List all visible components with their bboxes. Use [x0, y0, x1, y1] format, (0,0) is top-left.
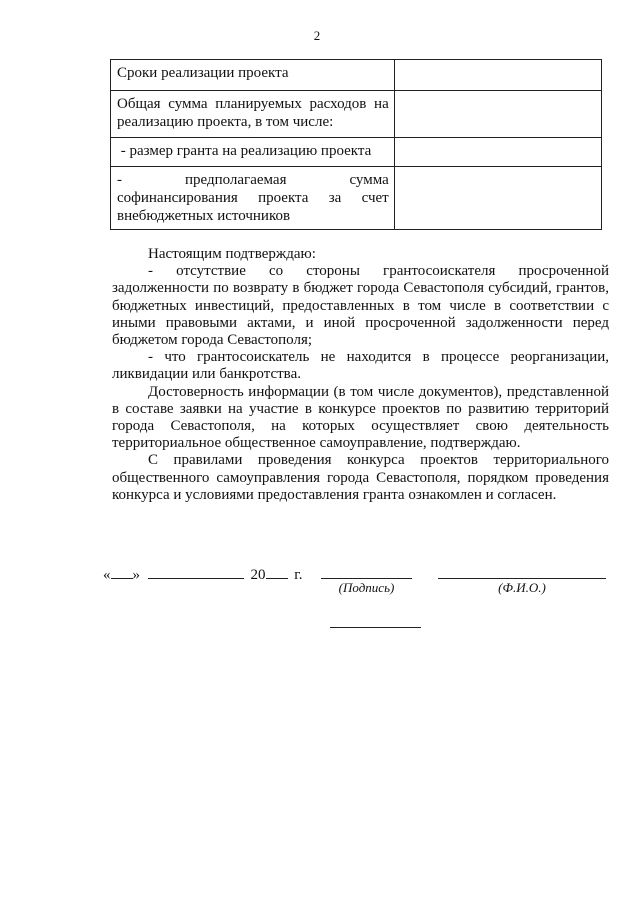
table-cell-label: [111, 167, 395, 230]
closing-separator-line: [330, 627, 421, 628]
open-quote: «: [103, 567, 111, 583]
label-line: - предполагаемая сумма: [117, 172, 389, 188]
table-cell-value[interactable]: [394, 91, 601, 138]
year-suffix: г.: [294, 567, 303, 583]
table-row: [111, 167, 602, 230]
date-field: [103, 564, 302, 584]
table-row: [111, 138, 602, 167]
table-cell-label: Общая сумма планируемых расходов на реализацию проекта, в том числе:: [111, 91, 395, 138]
year-blank[interactable]: [266, 564, 288, 579]
table-cell-label: Сроки реализации проекта: [111, 60, 395, 91]
month-blank[interactable]: [148, 564, 244, 579]
table-row: [111, 60, 602, 91]
table-cell-value[interactable]: [394, 60, 601, 91]
label-line: внебюджетных источников: [117, 208, 291, 224]
statement-accuracy: Достоверность информации (в том числе документов), представленной в составе заявки на участие в конкурсе проектов по развитию территорий города Севастополя, на которых осуществляет свою деятельность территориальное общественное самоуправление, подтверждаю.: [112, 383, 609, 452]
signature-line[interactable]: [321, 578, 412, 579]
full-name-caption: (Ф.И.О.): [498, 580, 546, 595]
statement-rules: С правилами проведения конкурса проектов территориального общественного самоуправления города Севастополя, порядком проведения конкурса и условиями предоставления гранта ознакомлен и согласен.: [112, 452, 609, 503]
table-cell-value[interactable]: [394, 167, 601, 230]
table-row: [111, 91, 602, 138]
project-info-table: [110, 59, 602, 230]
signature-caption: (Подпись): [338, 580, 395, 595]
full-name-line[interactable]: [438, 578, 606, 579]
statement-item-reorganization: - что грантосоискатель не находится в процессе реорганизации, ликвидации или банкротства.: [112, 349, 609, 383]
label-line: софинансирования проекта за счет: [117, 190, 389, 206]
table-cell-label: - размер гранта на реализацию проекта: [111, 138, 395, 167]
table-cell-value[interactable]: [394, 138, 601, 167]
statement-item-debt: - отсутствие со стороны грантосоискателя просроченной задолженности по возврату в бюджет города Севастополя субсидий, грантов, бюджетных инвестиций, предоставленных в том числе в соответствии с иными правовыми актами, и иной просроченной задолженности перед бюджетом города Севастополя;: [112, 263, 609, 349]
statement-intro: Настоящим подтверждаю:: [148, 246, 316, 262]
page-number: 2: [313, 28, 321, 43]
day-blank[interactable]: [111, 564, 133, 579]
close-quote: »: [132, 567, 140, 583]
confirmation-text: [112, 246, 609, 504]
year-prefix: 20: [250, 567, 266, 583]
